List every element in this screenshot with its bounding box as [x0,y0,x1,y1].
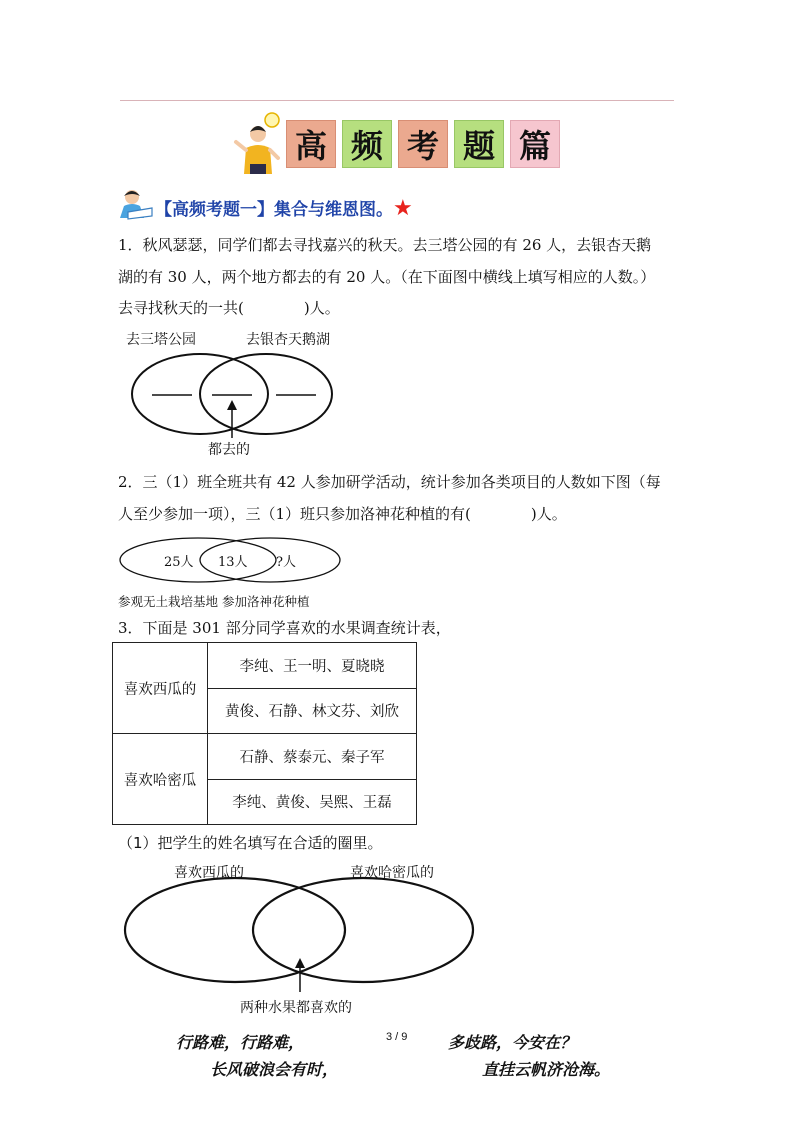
motto-line-1-right: 多歧路，今安在？ [448,1033,577,1052]
table-names-cell: 石静、蔡泰元、秦子军 [208,734,417,780]
q3-sub-question-1: （1）把学生的姓名填写在合适的圈里。 [118,834,383,852]
q3-venn-diagram [120,872,480,994]
table-category-cell: 喜欢哈密瓜 [113,734,208,825]
motto-line-2-right: 直挂云帆济沧海。 [482,1060,611,1079]
q1-venn-bottom-label: 都去的 [208,442,250,458]
q3-venn-bottom-label: 两种水果都喜欢的 [240,1000,352,1016]
table-row [113,643,417,689]
section-title [155,195,413,221]
motto-line-1-left: 行路难，行路难， [176,1033,305,1052]
star-icon: ★ [393,196,413,221]
q1-venn-diagram [120,340,340,440]
table-names-cell: 李纯、王一明、夏晓晓 [208,643,417,689]
table-names-cell: 李纯、黄俊、吴熙、王磊 [208,779,417,825]
page-number: 3 / 9 [386,1031,408,1043]
q2-line-2: 人至少参加一项），三（1）班只参加洛神花种植的有( )人。 [118,505,567,523]
q1-line-2: 湖的有 30 人，两个地方都去的有 20 人。（在下面图中横线上填写相应的人数。） [118,268,656,286]
q2-line-1: 2．三（1）班全班共有 42 人参加研学活动，统计参加各类项目的人数如下图（每 [118,473,661,491]
banner-tile-4: 题 [454,120,504,168]
q3-venn-left-label: 喜欢西瓜的 [174,865,244,881]
q3-venn-right-circle[interactable] [253,878,473,982]
banner-tile-3: 考 [398,120,448,168]
q2-venn-left-value: 25人 [164,555,194,570]
banner [228,112,568,174]
banner-tile-5: 篇 [510,120,560,168]
q2-venn-right-value: ?人 [276,555,296,570]
table-category-cell: 喜欢西瓜的 [113,643,208,734]
q3-venn-right-label: 喜欢哈密瓜的 [350,865,434,881]
q1-venn-right-label: 去银杏天鹅湖 [246,332,330,348]
table-row [113,734,417,780]
q2-venn-caption: 参观无土栽培基地 参加洛神花种植 [118,594,310,609]
teacher-illustration-icon [228,112,286,174]
q3-line-1: 3．下面是 301 部分同学喜欢的水果调查统计表， [118,619,451,637]
fruit-survey-table [112,642,417,825]
q2-venn-middle-value: 13人 [218,555,248,570]
q1-line-1: 1．秋风瑟瑟，同学们都去寻找嘉兴的秋天。去三塔公园的有 26 人，去银杏天鹅 [118,236,652,254]
q1-venn-right-circle [200,354,332,434]
q3-venn-left-circle[interactable] [125,878,345,982]
section-title-text: 【高频考题一】集合与维恩图。 [155,200,393,220]
banner-tile-1: 高 [286,120,336,168]
motto-line-2-left: 长风破浪会有时， [210,1060,339,1079]
q1-venn-left-label: 去三塔公园 [126,332,196,348]
table-names-cell: 黄俊、石静、林文芬、刘欣 [208,688,417,734]
q2-venn-left-ellipse [120,538,276,582]
q1-line-3: 去寻找秋天的一共( )人。 [118,299,340,317]
banner-tile-2: 频 [342,120,392,168]
header-rule [120,100,674,101]
student-reading-icon [118,188,154,220]
